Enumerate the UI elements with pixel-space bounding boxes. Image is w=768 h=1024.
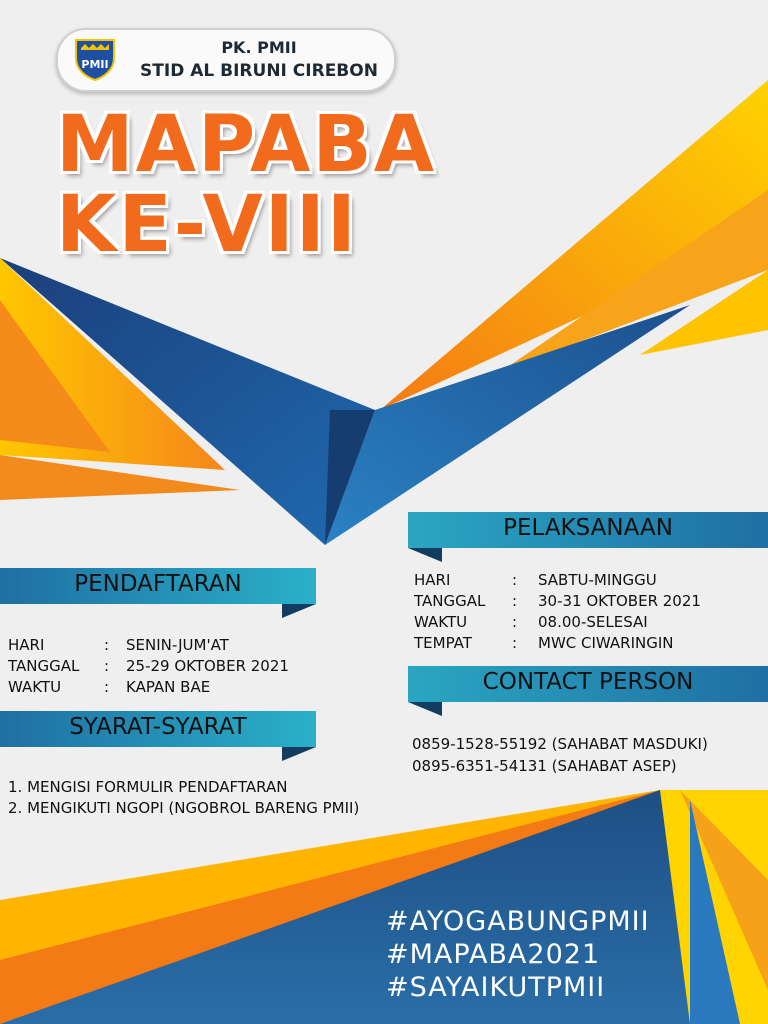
detail-value: 08.00-SELESAI [538,613,648,631]
detail-value: 25-29 OKTOBER 2021 [126,657,289,675]
pelaksanaan-banner [408,512,768,548]
organization-line-2: STID AL BIRUNI CIREBON [140,61,378,81]
contact-person-banner [408,666,768,702]
detail-separator: : [512,571,518,589]
detail-key: TANGGAL [414,592,486,610]
pelaksanaan-row [414,571,754,592]
detail-separator: : [104,657,110,675]
detail-separator: : [512,634,518,652]
detail-separator: : [512,592,518,610]
detail-value: MWC CIWARINGIN [538,634,674,652]
organization-line-1: PK. PMII [221,38,297,57]
detail-separator: : [512,613,518,631]
pendaftaran-row [8,636,338,657]
pelaksanaan-row [414,634,754,655]
event-title-line-1: MAPABA [56,100,437,190]
syarat-banner-fold [282,747,316,761]
detail-key: WAKTU [8,678,62,696]
pelaksanaan-row [414,613,754,634]
detail-value: SENIN-JUM'AT [126,636,229,654]
hashtag: #SAYAIKUTPMII [386,972,606,1003]
pendaftaran-banner [0,568,316,604]
event-title-line-2: KE-VIII [56,180,358,270]
syarat-heading: SYARAT-SYARAT [69,714,247,740]
contact-person-heading: CONTACT PERSON [482,669,694,695]
hashtag: #AYOGABUNGPMII [386,906,650,937]
pelaksanaan-details [414,571,754,655]
detail-key: TEMPAT [414,634,472,652]
pendaftaran-heading: PENDAFTARAN [74,571,242,597]
detail-key: HARI [414,571,451,589]
pmii-shield-logo-icon [72,36,118,82]
detail-key: HARI [8,636,45,654]
contact-item: 0859-1528-55192 (SAHABAT MASDUKI) [412,735,708,753]
detail-value: KAPAN BAE [126,678,211,696]
detail-key: TANGGAL [8,657,80,675]
syarat-item: 1. MENGISI FORMULIR PENDAFTARAN [8,778,288,796]
pelaksanaan-heading: PELAKSANAAN [503,515,673,541]
contact-banner-fold [408,702,442,716]
detail-value: SABTU-MINGGU [538,571,657,589]
detail-value: 30-31 OKTOBER 2021 [538,592,701,610]
organization-header [56,28,396,92]
pendaftaran-details [8,636,338,699]
detail-key: WAKTU [414,613,468,631]
contact-item: 0895-6351-54131 (SAHABAT ASEP) [412,757,677,775]
pelaksanaan-banner-fold [408,548,442,562]
hashtag: #MAPABA2021 [386,939,601,970]
detail-separator: : [104,636,110,654]
syarat-banner [0,711,316,747]
svg-text:PMII: PMII [81,58,109,71]
pelaksanaan-row [414,592,754,613]
syarat-item: 2. MENGIKUTI NGOPI (NGOBROL BARENG PMII) [8,799,360,817]
pendaftaran-banner-fold [282,604,316,618]
detail-separator: : [104,678,110,696]
pendaftaran-row [8,657,338,678]
pendaftaran-row [8,678,338,699]
